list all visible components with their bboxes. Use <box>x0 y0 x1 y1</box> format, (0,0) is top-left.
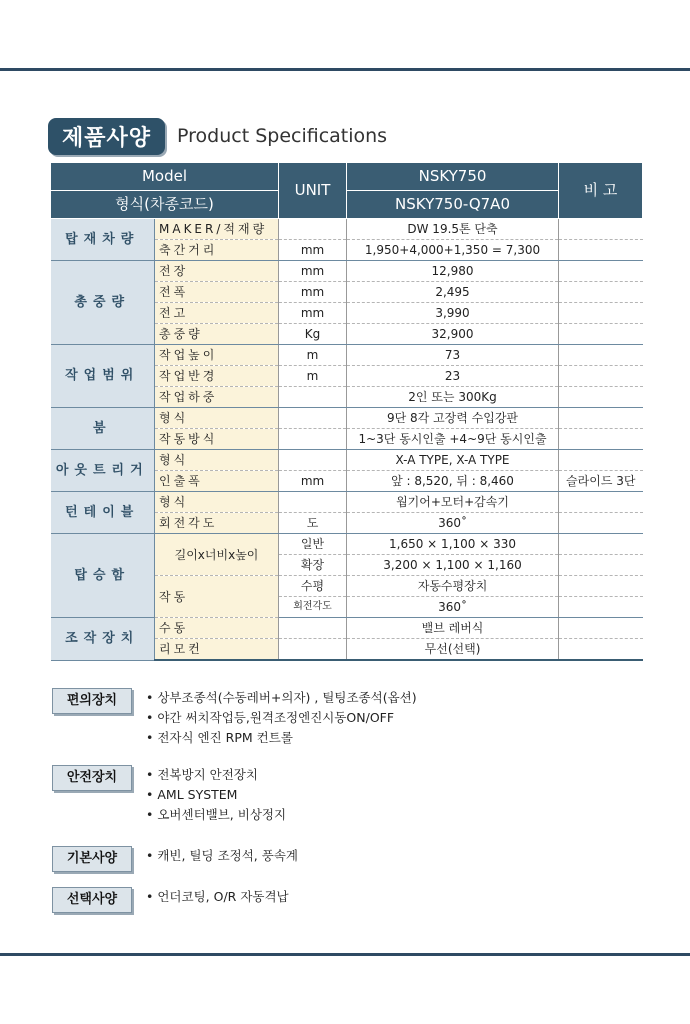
header-unit: UNIT <box>279 163 347 219</box>
item-cell: 길이x너비x높이 <box>155 534 279 576</box>
feature-option <box>52 887 289 913</box>
title-english: Product Specifications <box>177 125 388 147</box>
item-cell: 형식 <box>155 408 279 429</box>
table-row <box>51 450 643 471</box>
item-cell: 작업하중 <box>155 387 279 408</box>
note-cell <box>559 618 643 639</box>
list-item: • 캐빈, 틸딩 조정석, 풍속계 <box>146 846 298 866</box>
header-row-1 <box>51 163 643 191</box>
list-convenience <box>146 688 417 748</box>
spec-body <box>51 219 643 661</box>
item-cell: 전고 <box>155 303 279 324</box>
note-cell <box>559 597 643 618</box>
value-cell: 1,650 × 1,100 × 330 <box>347 534 559 555</box>
unit-cell <box>279 639 347 661</box>
header-model: Model <box>51 163 279 191</box>
unit-cell <box>279 450 347 471</box>
category-cell: 총중량 <box>51 261 155 345</box>
list-item: • 전복방지 안전장치 <box>146 765 286 785</box>
note-cell <box>559 429 643 450</box>
category-cell: 탑재차량 <box>51 219 155 261</box>
list-option <box>146 887 289 913</box>
value-cell: 73 <box>347 345 559 366</box>
item-cell: 작업높이 <box>155 345 279 366</box>
list-item: • 전자식 엔진 RPM 컨트롤 <box>146 728 417 748</box>
item-cell: MAKER/적재량 <box>155 219 279 240</box>
note-cell <box>559 219 643 240</box>
table-row <box>51 219 643 240</box>
item-cell: 총중량 <box>155 324 279 345</box>
list-item: • 상부조종석(수동레버+의자) , 틸팅조종석(옵션) <box>146 688 417 708</box>
unit-cell: m <box>279 366 347 387</box>
unit-cell: 확장 <box>279 555 347 576</box>
spec-table <box>50 162 643 661</box>
item-cell: 인출폭 <box>155 471 279 492</box>
unit-cell: mm <box>279 240 347 261</box>
badge-safety: 안전장치 <box>52 765 132 791</box>
table-row <box>51 492 643 513</box>
value-cell: 1,950+4,000+1,350 = 7,300 <box>347 240 559 261</box>
note-cell <box>559 303 643 324</box>
value-cell: 3,990 <box>347 303 559 324</box>
list-standard <box>146 846 298 872</box>
value-cell: DW 19.5톤 단축 <box>347 219 559 240</box>
unit-cell: 도 <box>279 513 347 534</box>
header-code-value: NSKY750-Q7A0 <box>347 191 559 219</box>
list-item: • 오버센터밸브, 비상정지 <box>146 805 286 825</box>
top-rule <box>0 68 690 71</box>
item-cell: 작동방식 <box>155 429 279 450</box>
note-cell <box>559 576 643 597</box>
note-cell <box>559 555 643 576</box>
note-cell <box>559 240 643 261</box>
unit-cell <box>279 429 347 450</box>
feature-safety <box>52 765 286 825</box>
title-korean: 제품사양 <box>48 118 165 155</box>
header-type: 형식(차종코드) <box>51 191 279 219</box>
category-cell: 조작장치 <box>51 618 155 661</box>
unit-cell <box>279 219 347 240</box>
unit-cell: mm <box>279 282 347 303</box>
item-cell: 형식 <box>155 492 279 513</box>
table-row <box>51 534 643 555</box>
item-cell: 전폭 <box>155 282 279 303</box>
unit-cell <box>279 408 347 429</box>
value-cell: 3,200 × 1,100 × 1,160 <box>347 555 559 576</box>
category-cell: 작업범위 <box>51 345 155 408</box>
item-cell: 형식 <box>155 450 279 471</box>
list-item: • 언더코팅, O/R 자동격납 <box>146 887 289 907</box>
header-note: 비 고 <box>559 163 643 219</box>
item-cell: 작동 <box>155 576 279 618</box>
value-cell: 자동수평장치 <box>347 576 559 597</box>
value-cell: X-A TYPE, X-A TYPE <box>347 450 559 471</box>
unit-cell: mm <box>279 261 347 282</box>
note-cell <box>559 282 643 303</box>
bottom-rule <box>0 953 690 956</box>
table-row <box>51 618 643 639</box>
list-item: • AML SYSTEM <box>146 785 286 805</box>
badge-standard: 기본사양 <box>52 846 132 872</box>
value-cell: 밸브 레버식 <box>347 618 559 639</box>
unit-cell: mm <box>279 471 347 492</box>
item-cell: 축간거리 <box>155 240 279 261</box>
value-cell: 무선(선택) <box>347 639 559 661</box>
note-cell <box>559 261 643 282</box>
item-cell: 리모컨 <box>155 639 279 661</box>
unit-cell <box>279 387 347 408</box>
value-cell: 12,980 <box>347 261 559 282</box>
list-safety <box>146 765 286 825</box>
unit-cell: Kg <box>279 324 347 345</box>
note-cell <box>559 387 643 408</box>
note-cell <box>559 345 643 366</box>
unit-cell: 일반 <box>279 534 347 555</box>
value-cell: 23 <box>347 366 559 387</box>
value-cell: 2,495 <box>347 282 559 303</box>
item-cell: 회전각도 <box>155 513 279 534</box>
value-cell: 360˚ <box>347 597 559 618</box>
unit-cell: m <box>279 345 347 366</box>
badge-option: 선택사양 <box>52 887 132 913</box>
table-row <box>51 345 643 366</box>
header-model-value: NSKY750 <box>347 163 559 191</box>
note-cell <box>559 513 643 534</box>
value-cell: 360˚ <box>347 513 559 534</box>
note-cell <box>559 324 643 345</box>
category-cell: 턴테이블 <box>51 492 155 534</box>
note-cell: 슬라이드 3단 <box>559 471 643 492</box>
value-cell: 32,900 <box>347 324 559 345</box>
note-cell <box>559 492 643 513</box>
note-cell <box>559 366 643 387</box>
value-cell: 웜기어+모터+감속기 <box>347 492 559 513</box>
note-cell <box>559 534 643 555</box>
section-title <box>48 118 387 154</box>
value-cell: 9단 8각 고장력 수입강판 <box>347 408 559 429</box>
unit-cell: mm <box>279 303 347 324</box>
note-cell <box>559 408 643 429</box>
table-row <box>51 261 643 282</box>
item-cell: 전장 <box>155 261 279 282</box>
badge-convenience: 편의장치 <box>52 688 132 714</box>
header-row-2 <box>51 191 643 219</box>
value-cell: 2인 또는 300Kg <box>347 387 559 408</box>
unit-cell <box>279 618 347 639</box>
category-cell: 탑승함 <box>51 534 155 618</box>
item-cell: 수동 <box>155 618 279 639</box>
feature-standard <box>52 846 298 872</box>
note-cell <box>559 450 643 471</box>
unit-cell: 수평 <box>279 576 347 597</box>
value-cell: 1~3단 동시인출 +4~9단 동시인출 <box>347 429 559 450</box>
table-row <box>51 408 643 429</box>
note-cell <box>559 639 643 661</box>
unit-cell <box>279 492 347 513</box>
value-cell: 앞 : 8,520, 뒤 : 8,460 <box>347 471 559 492</box>
category-cell: 붐 <box>51 408 155 450</box>
feature-convenience <box>52 688 417 748</box>
list-item: • 야간 써치작업등,원격조정엔진시동ON/OFF <box>146 708 417 728</box>
unit-cell: 회전각도 <box>279 597 347 618</box>
item-cell: 작업반경 <box>155 366 279 387</box>
category-cell: 아웃트리거 <box>51 450 155 492</box>
